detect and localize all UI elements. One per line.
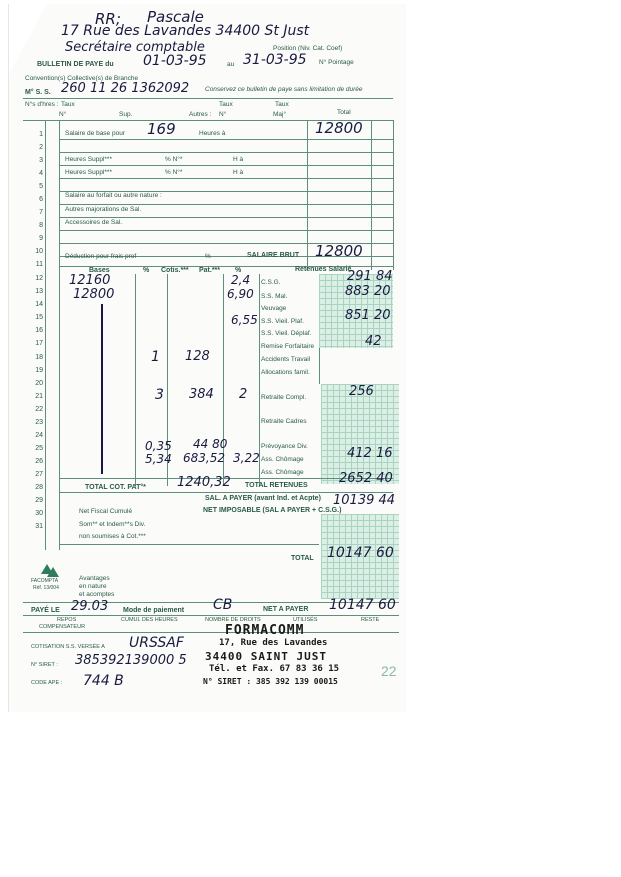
retenues-grid-mid: [321, 384, 399, 484]
base-2: 12800: [73, 287, 115, 302]
row-number: 5: [39, 183, 43, 190]
csg-label: C.S.G.: [261, 279, 281, 286]
h-a-2: H à: [233, 169, 244, 176]
retenues-header: Retenues Salarié: [295, 266, 352, 273]
total-label: TOTAL: [291, 555, 314, 562]
mode-paiement-value: CB: [213, 597, 233, 613]
row-number: 23: [35, 419, 43, 426]
rate-retraite: 3: [155, 387, 164, 403]
col-taux-3: Taux: [275, 101, 289, 108]
utilises-label: UTILISÉS: [293, 617, 318, 623]
period-au-label: au: [227, 61, 235, 68]
chomage-label-2: Ass. Chômage: [261, 469, 304, 476]
row-number: 6: [39, 196, 43, 203]
period-from: 01-03-95: [143, 53, 207, 69]
stamp-siret: N° SIRET : 385 392 139 00015: [203, 677, 338, 686]
bases-header: Bases: [89, 267, 110, 274]
row-number: 27: [35, 471, 43, 478]
row-number: 19: [35, 367, 43, 374]
row-number: 20: [35, 380, 43, 387]
pay-slip: [8, 4, 406, 712]
row-number: 26: [35, 458, 43, 465]
row-number: 14: [35, 301, 43, 308]
logo-text: FACOMPTA: [31, 578, 59, 584]
row-number: 13: [35, 288, 43, 295]
chomage-label-1: Ass. Chômage: [261, 456, 304, 463]
avantages-label-3: et acomptes: [79, 591, 115, 598]
row-number: 9: [39, 235, 43, 242]
row-number: 28: [35, 484, 43, 491]
ss-number: 260 11 26 1362092: [61, 81, 190, 96]
sommes-label: Som** et Indem**s Div.: [79, 521, 146, 528]
stamp-city: 34400 SAINT JUST: [205, 650, 327, 663]
h-a-1: H à: [233, 156, 244, 163]
retraite-label: Retraite Compl.: [261, 394, 307, 401]
code-ape-value: 744 B: [83, 673, 124, 689]
plaf-label: S.S. Vieil. Plaf.: [261, 318, 304, 325]
pct-n-1: % N°*: [165, 156, 183, 163]
cotis-retraite: 384: [189, 387, 214, 402]
convention-label: Convention(s) Collective(s) de Branche: [25, 75, 139, 82]
row-number: 8: [39, 222, 43, 229]
period-to: 31-03-95: [243, 52, 307, 68]
remise-label: Remise Forfaitaire: [261, 343, 315, 350]
retenue-retraite: 256: [349, 384, 374, 399]
pct-header-2: %: [235, 267, 242, 274]
pat-header: Pat.***: [199, 267, 221, 274]
row-number: 31: [35, 523, 43, 530]
pct-n-2: % N°*: [165, 169, 183, 176]
retenue-forfait: 42: [365, 334, 382, 349]
base-salary-value: 12800: [315, 119, 363, 137]
employee-name: Pascale: [147, 8, 204, 26]
non-soumises-label: non soumises à Cot.***: [79, 533, 146, 540]
hours-value: 169: [147, 120, 176, 138]
position-label: Position (Niv. Cat. Coef): [273, 45, 343, 52]
col-sup: Sup.: [119, 111, 133, 118]
paye-le-label: PAYÉ LE: [31, 607, 60, 614]
deplaf-label: S.S. Vieil. Déplaf.: [261, 330, 312, 337]
cotis-header: Cotis.***: [161, 267, 189, 274]
row-number: 24: [35, 432, 43, 439]
row-number: 29: [35, 497, 43, 504]
ss-label: M° S. S.: [25, 89, 51, 96]
heures-supp-2: Heures Suppl***: [65, 169, 112, 176]
facompta-logo-icon-2: [47, 567, 59, 577]
nombre-label: NOMBRE DE DROITS: [205, 617, 261, 623]
accessoires-label: Accessoires de Sal.: [65, 219, 123, 226]
col-nos: N°s d'hres :: [25, 101, 59, 108]
employee-position: Secrétaire comptable: [65, 40, 205, 55]
pat-pct-retraite: 2: [239, 387, 248, 402]
retenue-csg: 291 84: [347, 269, 393, 284]
row-number: 7: [39, 209, 43, 216]
pointage-label: N° Pointage: [319, 59, 354, 66]
siret-value: 385392139000 5: [75, 653, 187, 668]
repos-label: REPOS: [57, 617, 77, 623]
total-retenues-value: 2652 40: [339, 471, 393, 486]
row-number: 30: [35, 510, 43, 517]
pat-pct-chomage: 3,22: [233, 451, 260, 465]
employee-name-prefix: RR;: [95, 10, 121, 28]
salaire-base-label: Salaire de base pour: [65, 130, 125, 137]
gross-salary-value: 12800: [315, 242, 363, 260]
urssaf-value: URSSAF: [129, 635, 184, 651]
retenue-chomage: 412 16: [347, 446, 393, 461]
rate-prevoyance: 0,35: [145, 439, 172, 453]
row-number: 11: [35, 261, 43, 268]
forfait-label: Salaire au forfait ou autre nature :: [65, 192, 162, 199]
row-number: 3: [39, 157, 43, 164]
stamp-company: FORMACOMM: [225, 623, 305, 638]
row-number: 15: [35, 314, 43, 321]
net-a-payer-label: NET A PAYER: [263, 606, 309, 613]
sal-a-payer-label: SAL. A PAYER (avant Ind. et Acpte): [205, 495, 321, 502]
rate-chomage: 5,34: [145, 452, 172, 466]
retenue-ssmal: 883 20: [345, 284, 391, 299]
net-fiscal-label: Net Fiscal Cumulé: [79, 508, 133, 515]
pct-ssmal: 6,90: [227, 287, 254, 301]
logo-ref: Réf. 13/004: [33, 585, 59, 591]
majorations-label: Autres majorations de Sal.: [65, 206, 142, 213]
pct-csg: 2,4: [231, 273, 251, 287]
total-retenues-label: TOTAL RETENUES: [245, 482, 308, 489]
col-maj: Maj°: [273, 111, 287, 118]
cotis-accident: 128: [185, 349, 210, 364]
salaire-brut-label: SALAIRE BRUT: [247, 252, 300, 259]
row-number: 25: [35, 445, 43, 452]
col-n-2: N°: [219, 111, 227, 118]
deduction-pct: %: [205, 253, 211, 260]
cotis-chomage: 683,52: [183, 451, 225, 465]
row-number: 1: [39, 131, 43, 138]
siret-label: N° SIRET :: [31, 662, 58, 668]
net-a-payer-value: 10147 60: [329, 597, 396, 613]
col-total: Total: [337, 109, 351, 116]
net-imposable-label: NET IMPOSABLE (SAL A PAYER + C.S.G.): [203, 507, 342, 514]
row-number: 10: [35, 248, 43, 255]
row-number: 22: [35, 406, 43, 413]
prevoyance-label: Prévoyance Div.: [261, 443, 308, 450]
row-number: 18: [35, 354, 43, 361]
col-n: N°: [59, 111, 67, 118]
avantages-label-2: en nature: [79, 583, 107, 590]
cadres-label: Retraite Cadres: [261, 418, 307, 425]
allocations-label: Allocations famil.: [261, 369, 310, 376]
deduction-label: Déduction pour frais prof: [65, 253, 137, 260]
base-1: 12160: [69, 273, 111, 288]
avantages-label-1: Avantages: [79, 575, 110, 582]
row-number: 4: [39, 170, 43, 177]
stamp-phone: Tél. et Fax. 67 83 36 15: [209, 664, 340, 674]
code-ape-label: CODE APE :: [31, 680, 63, 686]
sal-a-payer-value: 10139 44: [333, 493, 396, 508]
total-value: 10147 60: [327, 545, 394, 561]
paye-le-value: 29.03: [71, 599, 109, 614]
total-cot-pat-value: 1240,32: [177, 475, 231, 490]
retenue-plaf: 851 20: [345, 308, 391, 323]
pct-header: %: [143, 267, 150, 274]
mode-paiement-label: Mode de paiement: [123, 607, 185, 614]
reste-label: RESTE: [361, 617, 380, 623]
heures-supp-1: Heures Suppl***: [65, 156, 112, 163]
row-number: 12: [35, 275, 43, 282]
ssmal-label: S.S. Mal.: [261, 293, 288, 300]
col-taux-1: Taux: [61, 101, 75, 108]
pct-plaf: 6,55: [231, 313, 258, 327]
compensateur-label: COMPENSATEUR: [39, 624, 86, 630]
cumul-label: CUMUL DES HEURES: [121, 617, 178, 623]
stamp-street: 17, Rue des Lavandes: [219, 638, 328, 648]
row-number: 17: [35, 340, 43, 347]
employee-address: 17 Rue des Lavandes 34400 St Just: [61, 23, 310, 39]
rate-accident: 1: [151, 349, 160, 365]
cotis-prevoyance: 44 80: [193, 437, 228, 451]
col-taux-2: Taux: [219, 101, 233, 108]
veuvage-label: Veuvage: [261, 305, 287, 312]
page-number: 22: [381, 663, 397, 679]
cotisation-label: COTISATION S.S. VERSÉE A: [31, 644, 105, 650]
heures-a-label: Heures à: [199, 130, 226, 137]
row-number: 2: [39, 144, 43, 151]
row-number: 21: [35, 393, 43, 400]
total-cot-pat-label: TOTAL COT. PAT°*: [85, 484, 146, 491]
accidents-label: Accidents Travail: [261, 356, 311, 363]
conservez-note: Conservez ce bulletin de paye sans limitation de durée: [205, 86, 363, 93]
col-autres: Autres :: [189, 111, 212, 118]
row-number: 16: [35, 327, 43, 334]
bulletin-label: BULLETIN DE PAYE du: [37, 61, 114, 68]
